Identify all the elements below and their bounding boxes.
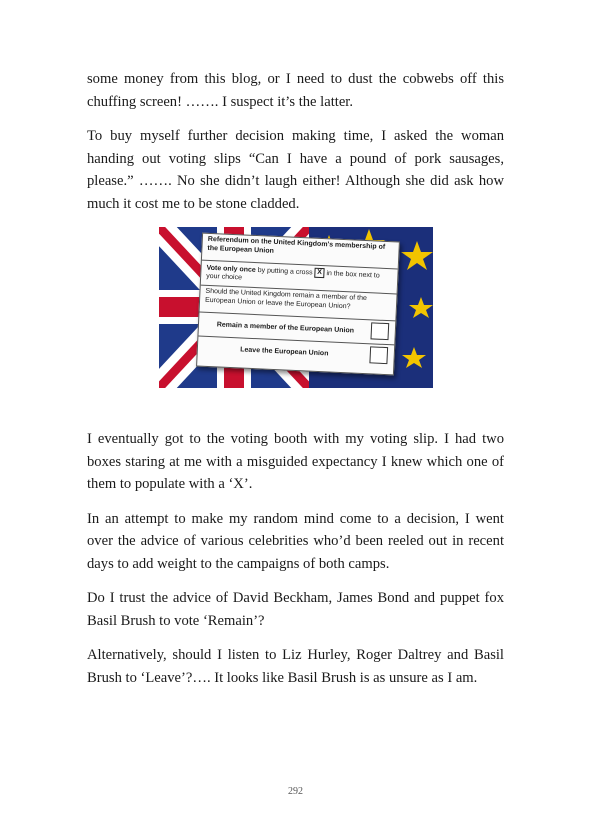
ballot-remain-box xyxy=(370,322,389,340)
page-body xyxy=(87,68,504,701)
paragraph-6: Alternatively, should I listen to Liz Hurley, Roger Daltrey and Basil Brush to ‘Leave’?…. It looks like Basil Brush is as unsure as I am. xyxy=(87,647,504,686)
ballot-photo xyxy=(159,227,433,388)
ballot-instruction-end: in the box next to your choice xyxy=(205,270,380,282)
ballot-leave-box xyxy=(369,346,388,364)
paragraph-1: some money from this blog, or I need to dust the cobwebs off this chuffing screen! ……. I suspect it’s the latter. xyxy=(87,71,504,110)
ballot-cross-icon: X xyxy=(314,268,324,278)
ballot-instruction-mid: by putting a cross xyxy=(255,266,315,277)
page-number: 292 xyxy=(288,786,303,797)
ballot-instruction-bold: Vote only once xyxy=(205,264,256,274)
ballot-paper xyxy=(196,233,400,376)
paragraph-3: I eventually got to the voting booth with my voting slip. I had two boxes staring at me with a misguided expectancy I knew which one of them to populate with a ‘X’. xyxy=(87,431,504,492)
paragraph-2: To buy myself further decision making time, I asked the woman handing out voting slips “Can I have a pound of pork sausages, please.” ……. No she didn’t laugh either! Although she did ask how much it cost me to be stone cladded. xyxy=(87,128,504,212)
ballot-question: Should the United Kingdom remain a member of the European Union or leave the European Union? xyxy=(199,286,396,322)
paragraph-4: In an attempt to make my random mind come to a decision, I went over the advice of various celebrities who’d been reeled out in recent days to add weight to the campaigns of both camps. xyxy=(87,510,504,572)
ballot-title: Referendum on the United Kingdom's membership of the European Union xyxy=(201,234,398,270)
ballot-option-remain-label: Remain a member of the European Union xyxy=(216,321,354,335)
ballot-option-leave-label: Leave the European Union xyxy=(239,346,329,358)
paragraph-5: Do I trust the advice of David Beckham, James Bond and puppet fox Basil Brush to vote ‘Remain’? xyxy=(87,590,504,629)
